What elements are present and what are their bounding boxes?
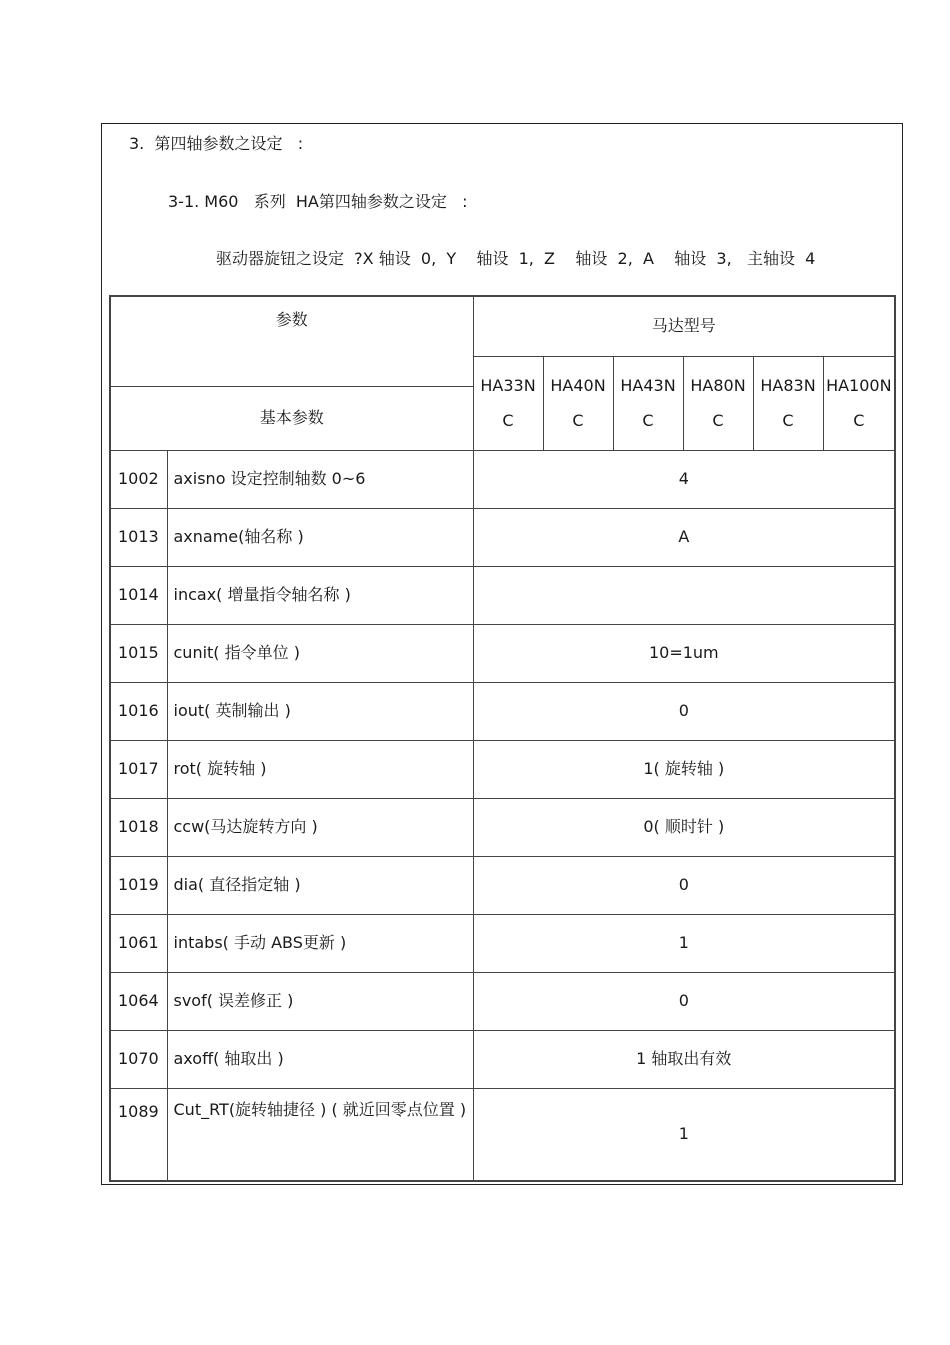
param-name: incax( 增量指令轴名称 )	[167, 566, 473, 624]
param-value: 1	[473, 1088, 895, 1181]
param-name: svof( 误差修正 )	[167, 972, 473, 1030]
param-number: 1070	[110, 1030, 167, 1088]
param-name: dia( 直径指定轴 )	[167, 856, 473, 914]
param-value: 0	[473, 682, 895, 740]
param-number: 1002	[110, 450, 167, 508]
param-value: 0	[473, 856, 895, 914]
table-row	[110, 740, 895, 798]
table-row	[110, 856, 895, 914]
param-value: 10=1um	[473, 624, 895, 682]
parameter-table	[109, 295, 896, 1182]
param-value: 1 轴取出有效	[473, 1030, 895, 1088]
table-row	[110, 914, 895, 972]
param-number: 1018	[110, 798, 167, 856]
table-row	[110, 450, 895, 508]
model-header-cell: HA80N C	[683, 356, 753, 450]
param-name: axoff( 轴取出 )	[167, 1030, 473, 1088]
param-value: A	[473, 508, 895, 566]
header-param: 参数	[110, 296, 473, 386]
table-row	[110, 566, 895, 624]
param-number: 1017	[110, 740, 167, 798]
table-row	[110, 798, 895, 856]
model-header-cell: HA83N C	[753, 356, 823, 450]
model-header-cell: HA43N C	[613, 356, 683, 450]
param-number: 1016	[110, 682, 167, 740]
param-name: cunit( 指令单位 )	[167, 624, 473, 682]
param-name: intabs( 手动 ABS更新 )	[167, 914, 473, 972]
header-motor-model: 马达型号	[473, 296, 895, 356]
param-name: ccw(马达旋转方向 )	[167, 798, 473, 856]
header-basic-param: 基本参数	[110, 386, 473, 450]
param-name: iout( 英制输出 )	[167, 682, 473, 740]
table-row	[110, 624, 895, 682]
param-number: 1064	[110, 972, 167, 1030]
param-number: 1014	[110, 566, 167, 624]
param-value: 1	[473, 914, 895, 972]
model-header-cell: HA40N C	[543, 356, 613, 450]
param-value	[473, 566, 895, 624]
param-number: 1089	[110, 1088, 167, 1181]
model-header-cell: HA33N C	[473, 356, 543, 450]
table-row	[110, 1088, 895, 1181]
table-row	[110, 1030, 895, 1088]
table-row	[110, 508, 895, 566]
table-row	[110, 972, 895, 1030]
param-value: 4	[473, 450, 895, 508]
param-number: 1061	[110, 914, 167, 972]
param-name: axisno 设定控制轴数 0~6	[167, 450, 473, 508]
subsection-heading: 3-1. M60 系列 HA第四轴参数之设定 :	[168, 192, 468, 211]
section-heading: 3. 第四轴参数之设定 :	[129, 134, 304, 153]
driver-knob-setting-text: 驱动器旋钮之设定 ?X 轴设 0, Y 轴设 1, Z 轴设 2, A 轴设 3, 主轴设 4	[216, 249, 816, 268]
param-name: axname(轴名称 )	[167, 508, 473, 566]
param-value: 0	[473, 972, 895, 1030]
param-name: Cut_RT(旋转轴捷径 ) ( 就近回零点位置 )	[167, 1088, 473, 1181]
model-header-cell: HA100N C	[823, 356, 895, 450]
table-row	[110, 682, 895, 740]
param-number: 1019	[110, 856, 167, 914]
param-value: 0( 顺时针 )	[473, 798, 895, 856]
param-number: 1013	[110, 508, 167, 566]
param-value: 1( 旋转轴 )	[473, 740, 895, 798]
param-number: 1015	[110, 624, 167, 682]
param-name: rot( 旋转轴 )	[167, 740, 473, 798]
